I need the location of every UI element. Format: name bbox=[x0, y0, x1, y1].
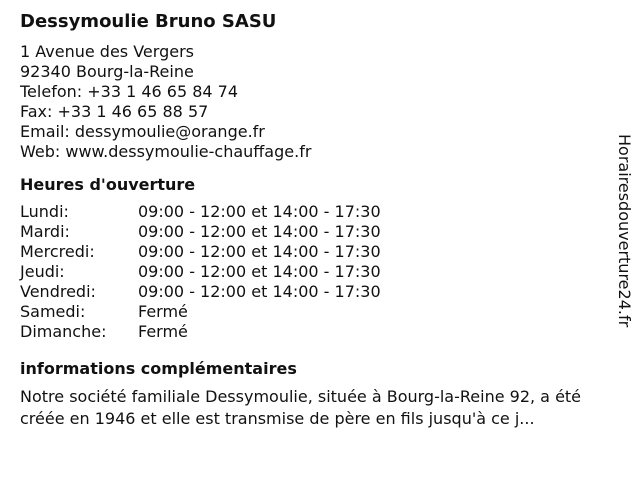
contact-block bbox=[20, 42, 620, 162]
business-card bbox=[20, 10, 620, 430]
business-name: Dessymoulie Bruno SASU bbox=[20, 11, 277, 32]
day-label: Dimanche: bbox=[20, 322, 107, 341]
time-value: 09:00 - 12:00 et 14:00 - 17:30 bbox=[138, 282, 381, 301]
hours-row bbox=[20, 222, 620, 242]
info-line: créée en 1946 et elle est transmise de père en fils jusqu'à ce j... bbox=[20, 409, 535, 428]
hours-table bbox=[20, 202, 620, 342]
day-label: Lundi: bbox=[20, 202, 69, 221]
day-label: Jeudi: bbox=[20, 262, 65, 281]
hours-row bbox=[20, 322, 620, 342]
hours-row bbox=[20, 202, 620, 222]
time-value: 09:00 - 12:00 et 14:00 - 17:30 bbox=[138, 202, 381, 221]
time-value: Fermé bbox=[138, 322, 188, 341]
hours-row bbox=[20, 282, 620, 302]
phone-line: Telefon: +33 1 46 65 84 74 bbox=[20, 82, 239, 101]
day-label: Mardi: bbox=[20, 222, 70, 241]
fax-line: Fax: +33 1 46 65 88 57 bbox=[20, 102, 209, 121]
day-label: Vendredi: bbox=[20, 282, 96, 301]
website-line: Web: www.dessymoulie-chauffage.fr bbox=[20, 142, 312, 161]
time-value: Fermé bbox=[138, 302, 188, 321]
hours-heading: Heures d'ouverture bbox=[20, 175, 196, 194]
email-line: Email: dessymoulie@orange.fr bbox=[20, 122, 265, 141]
time-value: 09:00 - 12:00 et 14:00 - 17:30 bbox=[138, 222, 381, 241]
address-street: 1 Avenue des Vergers bbox=[20, 42, 194, 61]
time-value: 09:00 - 12:00 et 14:00 - 17:30 bbox=[138, 262, 381, 281]
info-description bbox=[20, 386, 620, 430]
hours-row bbox=[20, 262, 620, 282]
address-city: 92340 Bourg-la-Reine bbox=[20, 62, 194, 81]
hours-row bbox=[20, 242, 620, 262]
day-label: Samedi: bbox=[20, 302, 86, 321]
info-line: Notre société familiale Dessymoulie, située à Bourg-la-Reine 92, a été bbox=[20, 387, 582, 406]
info-heading: informations complémentaires bbox=[20, 359, 297, 378]
site-watermark: Horairesdouverture24.fr bbox=[615, 134, 634, 328]
day-label: Mercredi: bbox=[20, 242, 95, 261]
time-value: 09:00 - 12:00 et 14:00 - 17:30 bbox=[138, 242, 381, 261]
hours-row bbox=[20, 302, 620, 322]
